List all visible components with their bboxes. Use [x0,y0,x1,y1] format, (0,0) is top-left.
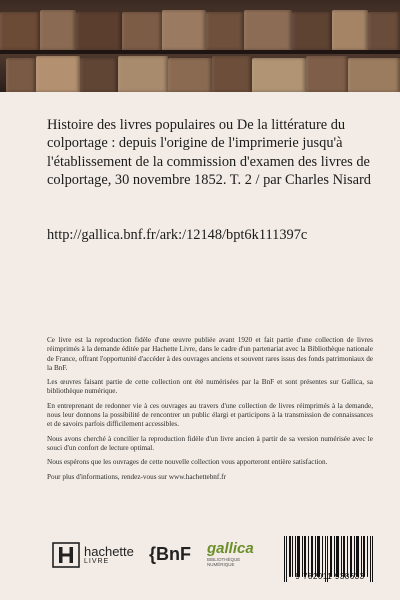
gallica-logo [207,540,254,567]
book-spine [118,56,168,92]
hachette-logo-name: hachette [84,544,134,559]
book-spine [306,56,348,92]
book-spine [348,58,400,92]
description-paragraph: Les œuvres faisant partie de cette collection ont été numérisées par la BnF et sont présentes sur Gallica, sa bibliothèque numérique. [47,378,373,396]
gallica-logo-sub: NUMÉRIQUE [207,562,235,567]
book-spine [122,12,162,50]
book-spine [292,12,332,50]
book-spine [6,58,36,92]
book-spine [168,58,212,92]
book-spine [162,10,206,50]
description-paragraph: Ce livre est la reproduction fidèle d'une œuvre publiée avant 1920 et fait partie d'une collection de livres réimprimés à la demande éditée par Hachette Livre, dans le cadre d'un partenariat avec la Bibliothèque nationale de France, offrant l'opportunité d'accéder à des ouvrages anciens et souvent rares issus des fonds patrimoniaux de la BnF. [47,336,373,372]
publisher-logos [52,536,382,581]
book-title: Histoire des livres populaires ou De la littérature du colportage : depuis l'origine de l'imprimerie jusqu'à l'établissement de la commission d'examen des livres de colportage, 30 novembre 1852. T. 2 / par Charles Nisard [47,117,371,188]
book-spine [212,56,252,92]
book-spine [40,10,76,50]
shelf-line [0,50,400,54]
description-paragraph: Nous espérons que les ouvrages de cette nouvelle collection vous apporteront entière satisfaction. [47,458,328,467]
description-paragraph: Pour plus d'informations, rendez-vous sur www.hachettebnf.fr [47,472,226,481]
gallica-logo-name: gallica [207,540,254,557]
book-spine [76,12,122,50]
hachette-h-icon [52,542,80,568]
book-spine [252,58,306,92]
publisher-description [47,336,373,487]
book-spine [368,12,400,50]
hachette-logo-sub: LIVRE [84,558,110,565]
cover-bookshelf-image [0,0,400,92]
book-spine [80,58,118,92]
isbn-digits: 9 782011 938633 [295,572,365,581]
hachette-logo [52,542,134,568]
gallica-source-link[interactable]: http://gallica.bnf.fr/ark:/12148/bpt6k111397c [47,227,308,243]
book-spine [332,10,368,50]
description-paragraph: Nous avons cherché à concilier la reproduction fidèle d'un livre ancien à partir de sa version numérisée avec le souci d'un confort de lecture optimal. [47,434,373,452]
book-spine [36,56,80,92]
bnf-logo: {BnF [149,544,191,564]
description-paragraph: En entreprenant de redonner vie à ces ouvrages au travers d'une collection de livres réimprimés à la demande, nous leur donnons la possibilité de rencontrer un public élargi et participons à la transmission de connaissances et de savoirs parfois difficilement accessibles. [47,401,373,429]
book-spine [206,12,244,50]
book-spine [0,12,40,50]
gallica-logo-sub: BIBLIOTHÈQUE [207,557,241,562]
book-spine [244,10,292,50]
